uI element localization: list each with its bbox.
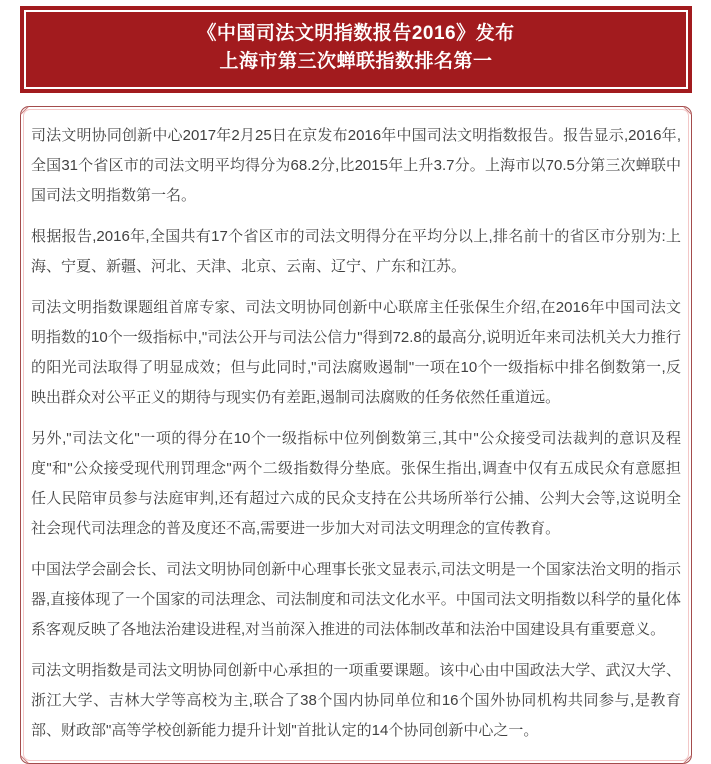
article-frame: [20, 106, 692, 764]
article-paragraph-6: 司法文明指数是司法文明协同创新中心承担的一项重要课题。该中心由中国政法大学、武汉大学、浙江大学、吉林大学等高校为主,联合了38个国内协同单位和16个国外协同机构共同参与,是教育部、财政部"高等学校创新能力提升计划"首批认定的14个协同创新中心之一。: [31, 662, 681, 739]
article-paragraph-2: 根据报告,2016年,全国共有17个省区市的司法文明得分在平均分以上,排名前十的省区市分别为:上海、宁夏、新疆、河北、天津、北京、云南、辽宁、广东和江苏。: [31, 228, 681, 275]
article-paragraph-4: 另外,"司法文化"一项的得分在10个一级指标中位列倒数第三,其中"公众接受司法裁判的意识及程度"和"公众接受现代刑罚理念"两个二级指数得分垫底。张保生指出,调查中仅有五成民众有意愿担任人民陪审员参与法庭审判,还有超过六成的民众支持在公共场所举行公捕、公判大会等,这说明全社会现代司法理念的普及度还不高,需要进一步加大对司法文明理念的宣传教育。: [31, 430, 681, 537]
article-paragraph-3: 司法文明指数课题组首席专家、司法文明协同创新中心联席主任张保生介绍,在2016年中国司法文明指数的10个一级指标中,"司法公开与司法公信力"得到72.8的最高分,说明近年来司法机关大力推行的阳光司法取得了明显成效；但与此同时,"司法腐败遏制"一项在10个一级指标中排名倒数第一,反映出群众对公平正义的期待与现实仍有差距,遏制司法腐败的任务依然任重道远。: [31, 299, 681, 406]
article-body: [23, 109, 689, 761]
title-banner-inner-border: [24, 10, 688, 89]
title-banner: [20, 6, 692, 93]
article-paragraph-1: 司法文明协同创新中心2017年2月25日在京发布2016年中国司法文明指数报告。报告显示,2016年,全国31个省区市的司法文明平均得分为68.2分,比2015年上升3.7分。上海市以70.5分第三次蝉联中国司法文明指数第一名。: [31, 127, 681, 204]
report-title-line-1: 《中国司法文明指数报告2016》发布: [197, 23, 515, 44]
article-paragraph-5: 中国法学会副会长、司法文明协同创新中心理事长张文显表示,司法文明是一个国家法治文明的指示器,直接体现了一个国家的司法理念、司法制度和司法文化水平。中国司法文明指数以科学的量化体系客观反映了各地法治建设进程,对当前深入推进的司法体制改革和法治中国建设具有重要意义。: [31, 561, 681, 638]
report-title-line-2: 上海市第三次蝉联指数排名第一: [219, 51, 493, 72]
